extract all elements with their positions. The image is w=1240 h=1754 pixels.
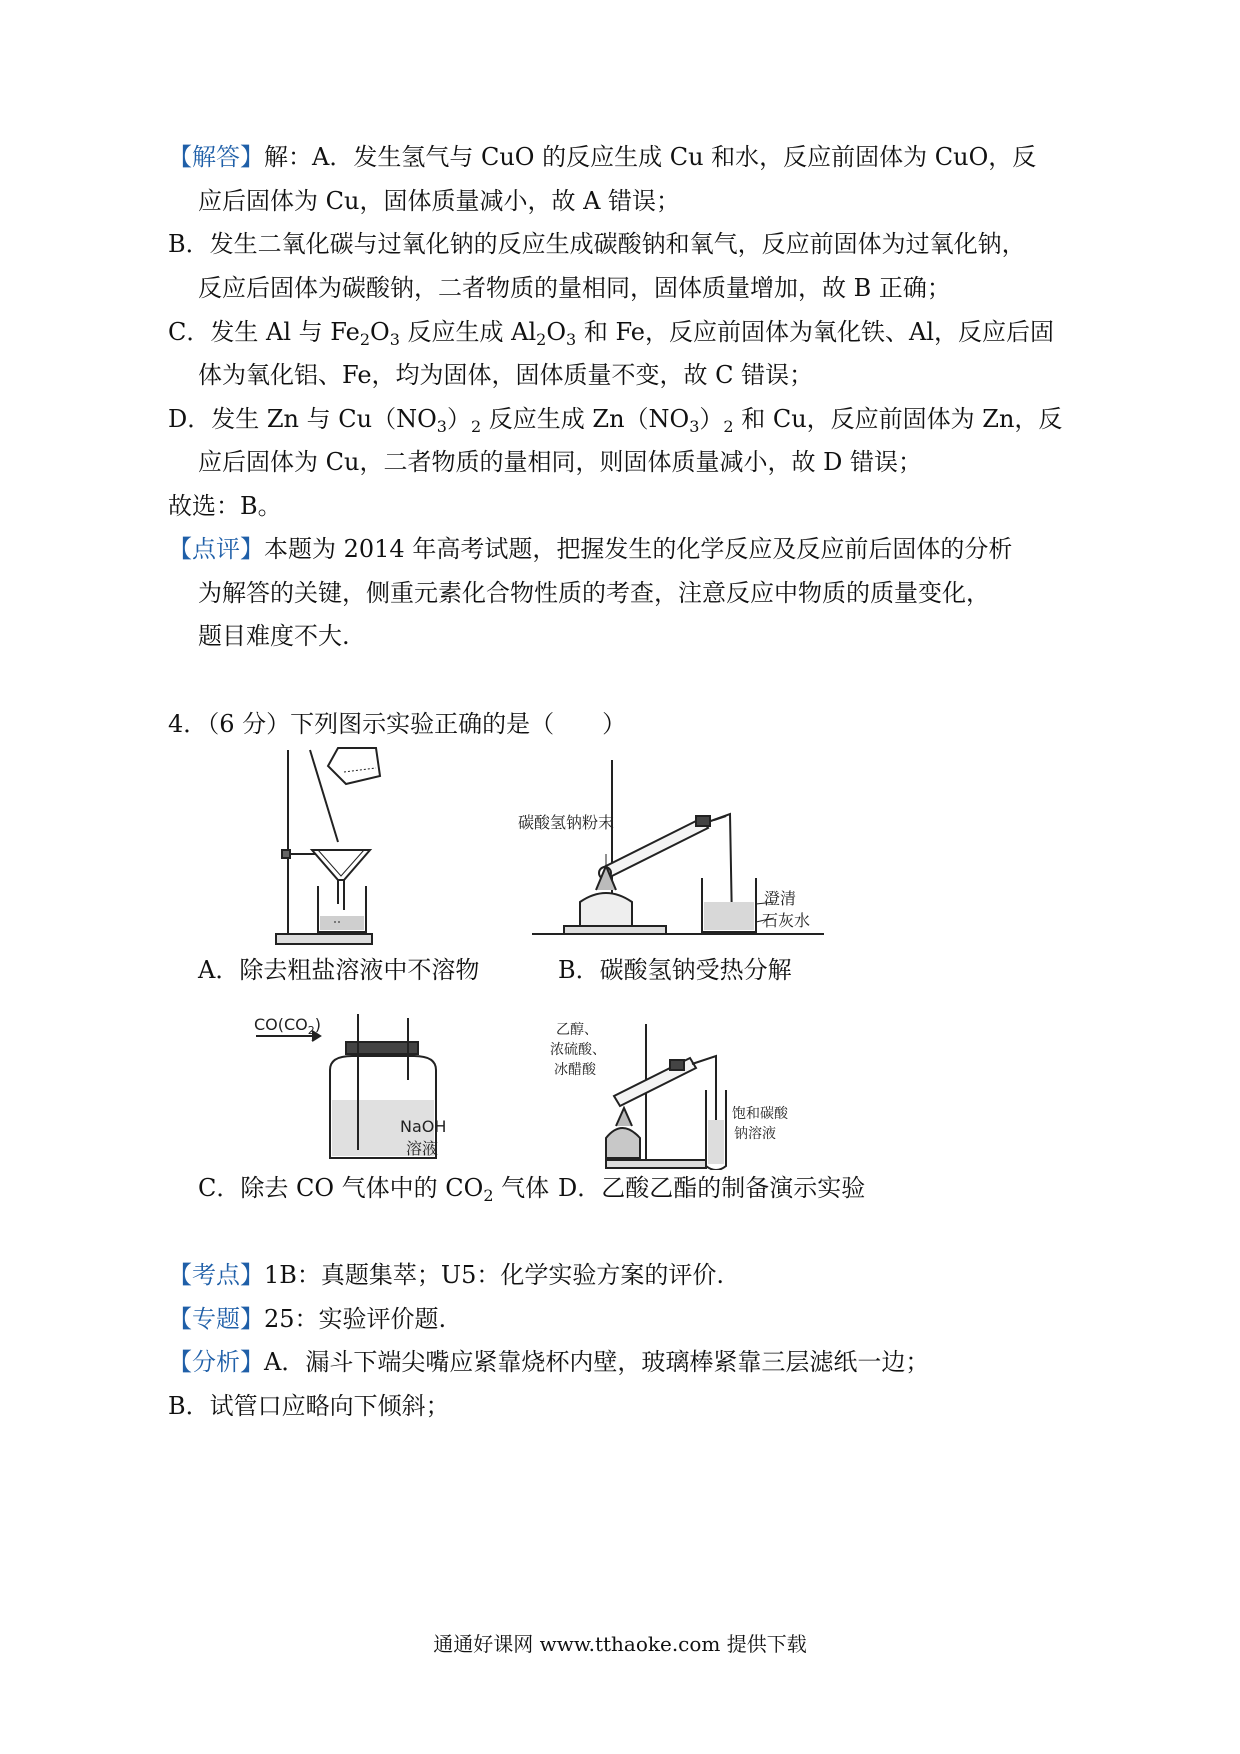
answer-tag: 【解答】 <box>168 143 264 171</box>
figure-a-caption: A．除去粗盐溶液中不溶物 <box>198 956 480 984</box>
zhuanti-tag: 【专题】 <box>168 1305 264 1333</box>
answer-line-2: 应后固体为 Cu，固体质量减小，故 A 错误； <box>198 187 681 215</box>
figure-c-gas-washing <box>248 1010 468 1160</box>
label-acetic-acid: 冰醋酸 <box>554 1062 596 1078</box>
fenxi-tag: 【分析】 <box>168 1348 264 1376</box>
filtration-apparatus-icon <box>268 744 418 950</box>
kaodian-line: 【考点】1B：真题集萃；U5：化学实验方案的评价. <box>168 1261 725 1289</box>
kaodian-tag: 【考点】 <box>168 1261 264 1289</box>
answer-line-5: C．发生 Al 与 $Fe_2O_3$ 反应生成 $Al_2O_3$ 和 Fe，反应前固体为氧化铁、Al，反应后固 <box>168 318 1055 349</box>
label-saturated-carbonate: 饱和碳酸 <box>732 1106 788 1122</box>
answer-choice: 故选：B。 <box>168 492 282 520</box>
label-co-mixture: $CO(CO_2)$ <box>254 1015 322 1037</box>
figure-b-caption: B．碳酸氢钠受热分解 <box>558 956 792 984</box>
comment-tag: 【点评】 <box>168 535 264 563</box>
fenxi-line: 【分析】A．漏斗下端尖嘴应紧靠烧杯内壁，玻璃棒紧靠三层滤纸一边； <box>168 1348 930 1376</box>
label-ethanol: 乙醇、 <box>556 1022 598 1038</box>
label-solution: 溶液 <box>406 1139 439 1158</box>
zhuanti-line: 【专题】25：实验评价题. <box>168 1305 447 1333</box>
label-sodium-solution: 钠溶液 <box>734 1126 776 1142</box>
answer-line-3: B．发生二氧化碳与过氧化钠的反应生成碳酸钠和氧气，反应前固体为过氧化钠， <box>168 230 1026 258</box>
comment-line-2: 为解答的关键，侧重元素化合物性质的考查，注意反应中物质的质量变化， <box>198 579 990 607</box>
answer-line-8: 应后固体为 Cu，二者物质的量相同，则固体质量减小，故 D 错误； <box>198 448 922 476</box>
comment-line-1: 【点评】本题为 2014 年高考试题，把握发生的化学反应及反应前后固体的分析 <box>168 535 1013 563</box>
label-naoh: NaOH <box>400 1117 447 1136</box>
answer-line-7: D．发生 Zn 与 $Cu(NO_3)_2$ 反应生成 $Zn(NO_3)_2$ 和 Cu，反应前固体为 Zn，反 <box>168 405 1063 436</box>
answer-text-1: 解：A．发生氢气与 CuO 的反应生成 Cu 和水，反应前固体为 CuO，反 <box>264 143 1037 171</box>
page-footer: 通通好课网 www.tthaoke.com 提供下载 <box>433 1632 807 1656</box>
label-sodium-bicarbonate: 碳酸氢钠粉末 <box>518 813 615 832</box>
analysis-b-line: B．试管口应略向下倾斜； <box>168 1392 450 1420</box>
figure-d-ester <box>548 1020 798 1170</box>
question-4-title: 4．（6 分）下列图示实验正确的是（ ） <box>168 710 627 738</box>
label-sulfuric-acid: 浓硫酸、 <box>550 1042 606 1058</box>
label-limewater: 石灰水 <box>762 911 811 930</box>
answer-line-1 <box>168 142 1036 172</box>
comment-line-3: 题目难度不大. <box>198 622 350 650</box>
label-clear: 澄清 <box>764 889 797 908</box>
answer-line-4: 反应后固体为碳酸钠，二者物质的量相同，固体质量增加，故 B 正确； <box>198 274 951 302</box>
figure-b-decomposition <box>518 754 828 940</box>
figure-a-filtration <box>268 744 418 950</box>
answer-line-6: 体为氧化铝、Fe，均为固体，固体质量不变，故 C 错误； <box>198 361 814 389</box>
figure-d-caption: D．乙酸乙酯的制备演示实验 <box>558 1174 866 1202</box>
figure-c-caption: C．除去 CO 气体中的 $CO_2$ 气体 <box>198 1174 550 1205</box>
